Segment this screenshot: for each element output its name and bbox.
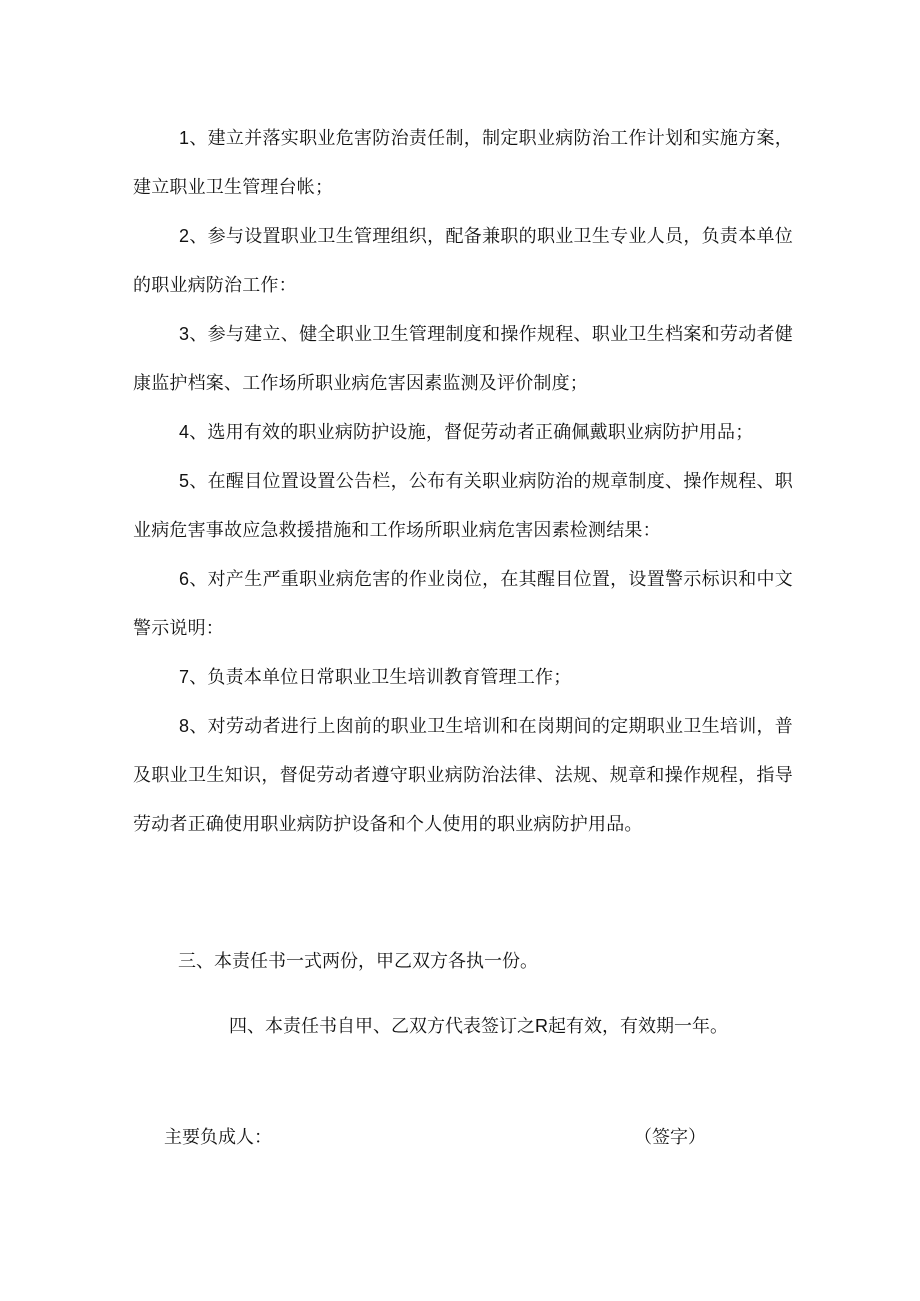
- duty-number: 2: [179, 226, 190, 246]
- signature-label: 主要负成人：: [164, 1127, 272, 1148]
- duty-text: 参与设置职业卫生管理组织，配备兼职的职业卫生专业人员，负责本单位的职业病防治工作：: [133, 226, 794, 296]
- clause-three: 三、本责任书一式两份，甲乙双方各执一份。: [178, 951, 538, 972]
- clause-four-letter: R: [535, 1016, 548, 1036]
- duty-item-1: [133, 114, 793, 212]
- duty-separator: 、: [189, 128, 208, 149]
- duty-separator: 、: [189, 471, 208, 492]
- clause-four: [229, 1006, 728, 1047]
- duty-number: 3: [179, 324, 190, 344]
- duty-separator: 、: [189, 422, 208, 443]
- duty-item-6: [133, 555, 793, 653]
- duty-number: 5: [179, 471, 190, 491]
- duty-text: 建立并落实职业危害防治责任制，制定职业病防治工作计划和实施方案，建立职业卫生管理台帐；: [133, 128, 794, 198]
- duty-text: 负责本单位日常职业卫生培训教育管理工作；: [207, 667, 572, 688]
- duty-separator: 、: [189, 324, 208, 345]
- duty-number: 7: [179, 667, 190, 687]
- duty-number: 1: [179, 128, 190, 148]
- duty-separator: 、: [189, 667, 208, 688]
- duty-item-4: [133, 408, 793, 457]
- duty-item-2: [133, 212, 793, 310]
- duty-number: 6: [179, 569, 190, 589]
- duty-text: 参与建立、健全职业卫生管理制度和操作规程、职业卫生档案和劳动者健康监护档案、工作场所职业病危害因素监测及评价制度；: [133, 324, 794, 394]
- duty-item-7: [133, 653, 793, 702]
- duty-separator: 、: [189, 226, 208, 247]
- duty-item-3: [133, 310, 793, 408]
- signature-note: （签字）: [634, 1127, 706, 1148]
- duty-text: 选用有效的职业病防护设施，督促劳动者正确佩戴职业病防护用品；: [207, 422, 754, 443]
- duty-text: 在醒目位置设置公告栏，公布有关职业病防治的规章制度、操作规程、职业病危害事故应急救援措施和工作场所职业病危害因素检测结果：: [133, 471, 794, 541]
- duty-separator: 、: [189, 716, 208, 737]
- clause-four-after: 起有效，有效期一年。: [548, 1016, 728, 1037]
- duty-text: 对劳动者进行上囱前的职业卫生培训和在岗期间的定期职业卫生培训，普及职业卫生知识，督促劳动者遵守职业病防治法律、法规、规章和操作规程，指导劳动者正确使用职业病防护设备和个人使用的职业病防护用品。: [133, 716, 794, 835]
- clause-four-before: 四、本责任书自甲、乙双方代表签订之: [229, 1016, 535, 1037]
- duty-list: [133, 114, 793, 849]
- duty-separator: 、: [189, 569, 208, 590]
- duty-item-8: [133, 702, 793, 849]
- duty-number: 4: [179, 422, 190, 442]
- duty-text: 对产生严重职业病危害的作业岗位，在其醒目位置，设置警示标识和中文警示说明：: [133, 569, 794, 639]
- duty-item-5: [133, 457, 793, 555]
- duty-number: 8: [179, 716, 190, 736]
